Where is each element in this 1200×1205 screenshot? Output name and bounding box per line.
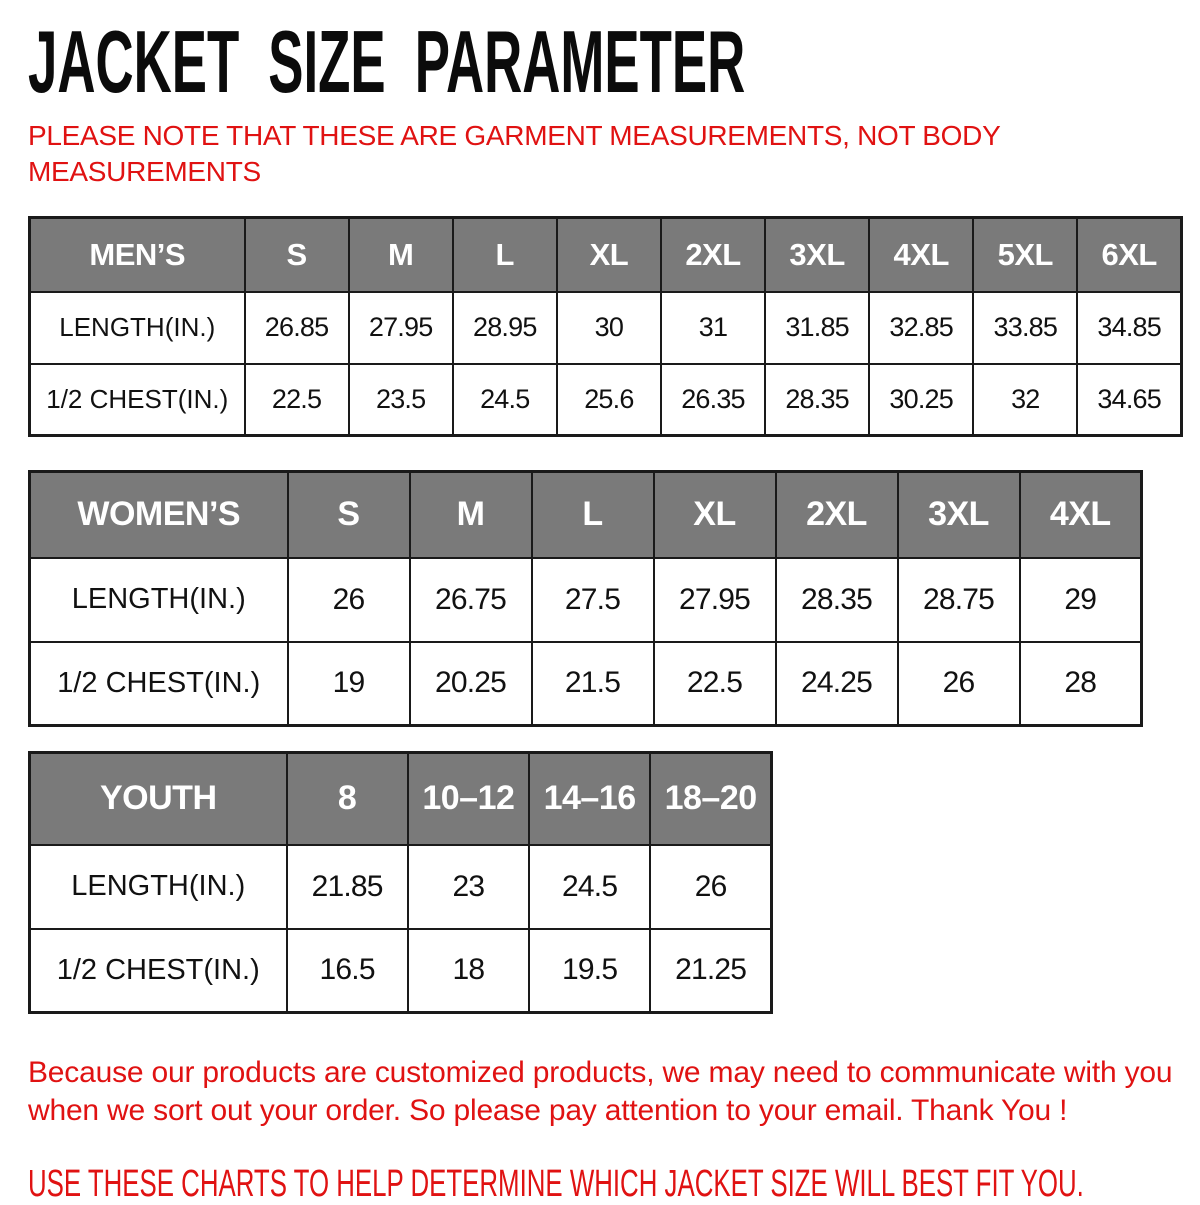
size-tables [28,216,1200,1014]
size-column-header: XL [557,218,661,292]
measurement-row [30,558,1142,642]
measurement-value: 21.85 [287,845,408,929]
measurement-value: 30 [557,292,661,364]
size-column-header: 4XL [1020,472,1142,558]
table-name-cell: YOUTH [30,753,287,845]
measurement-value: 22.5 [245,364,349,436]
measurement-value: 19 [288,642,410,726]
measurement-value: 34.85 [1077,292,1181,364]
garment-measurement-note-line1: PLEASE NOTE THAT THESE ARE GARMENT MEASUREMENTS, NOT BODY [28,120,1001,151]
measurement-value: 28.35 [776,558,898,642]
measurement-label: LENGTH(IN.) [30,558,288,642]
measurement-label: LENGTH(IN.) [30,292,245,364]
measurement-value: 27.95 [349,292,453,364]
size-table-header-row [30,472,1142,558]
size-column-header: 2XL [661,218,765,292]
measurement-label: 1/2 CHEST(IN.) [30,364,245,436]
size-column-header: XL [654,472,776,558]
measurement-value: 22.5 [654,642,776,726]
measurement-value: 31 [661,292,765,364]
size-column-header: 5XL [973,218,1077,292]
garment-measurement-note-line2: MEASUREMENTS [28,156,261,187]
measurement-value: 24.25 [776,642,898,726]
measurement-row [30,929,772,1013]
size-column-header: 10–12 [408,753,529,845]
size-column-header: L [453,218,557,292]
measurement-label: 1/2 CHEST(IN.) [30,642,288,726]
custom-order-notice [28,1054,1200,1130]
measurement-row [30,845,772,929]
youth-size-table [28,751,773,1014]
measurement-value: 28.35 [765,364,869,436]
measurement-value: 18 [408,929,529,1013]
measurement-value: 26.75 [410,558,532,642]
size-column-header: 8 [287,753,408,845]
measurement-value: 24.5 [529,845,650,929]
table-name-cell: WOMEN’S [30,472,288,558]
measurement-value: 27.5 [532,558,654,642]
measurement-value: 28.75 [898,558,1020,642]
measurement-value: 34.65 [1077,364,1181,436]
measurement-value: 21.5 [532,642,654,726]
measurement-value: 32 [973,364,1077,436]
size-column-header: 6XL [1077,218,1181,292]
measurement-row [30,292,1182,364]
measurement-row [30,364,1182,436]
measurement-value: 25.6 [557,364,661,436]
measurement-value: 26.85 [245,292,349,364]
table-name-cell: MEN’S [30,218,245,292]
measurement-value: 26 [288,558,410,642]
measurement-value: 31.85 [765,292,869,364]
measurement-value: 20.25 [410,642,532,726]
measurement-value: 23.5 [349,364,453,436]
measurement-value: 33.85 [973,292,1077,364]
measurement-value: 23 [408,845,529,929]
measurement-value: 32.85 [869,292,973,364]
size-column-header: 2XL [776,472,898,558]
size-table-header-row [30,218,1182,292]
womens-size-table [28,470,1143,727]
size-column-header: 4XL [869,218,973,292]
measurement-value: 28.95 [453,292,557,364]
page-title: JACKET SIZE PARAMETER [28,12,746,111]
size-column-header: 3XL [765,218,869,292]
measurement-value: 21.25 [650,929,771,1013]
garment-measurement-note [28,118,1200,190]
chart-usage-advice: USE THESE CHARTS TO HELP DETERMINE WHICH JACKET SIZE WILL BEST FIT YOU. [28,1163,1084,1205]
size-table-header-row [30,753,772,845]
measurement-value: 24.5 [453,364,557,436]
mens-size-table [28,216,1183,437]
size-column-header: M [349,218,453,292]
measurement-label: 1/2 CHEST(IN.) [30,929,287,1013]
size-column-header: 14–16 [529,753,650,845]
custom-order-notice-line1: Because our products are customized products, we may need to communicate with you [28,1056,1173,1089]
measurement-value: 28 [1020,642,1142,726]
measurement-value: 27.95 [654,558,776,642]
measurement-label: LENGTH(IN.) [30,845,287,929]
size-column-header: 3XL [898,472,1020,558]
size-column-header: 18–20 [650,753,771,845]
size-column-header: L [532,472,654,558]
measurement-value: 26.35 [661,364,765,436]
measurement-value: 16.5 [287,929,408,1013]
custom-order-notice-line2: when we sort out your order. So please pay attention to your email. Thank You ! [28,1094,1068,1127]
measurement-value: 26 [898,642,1020,726]
measurement-value: 19.5 [529,929,650,1013]
measurement-row [30,642,1142,726]
size-column-header: S [245,218,349,292]
measurement-value: 30.25 [869,364,973,436]
measurement-value: 29 [1020,558,1142,642]
size-column-header: S [288,472,410,558]
size-column-header: M [410,472,532,558]
measurement-value: 26 [650,845,771,929]
